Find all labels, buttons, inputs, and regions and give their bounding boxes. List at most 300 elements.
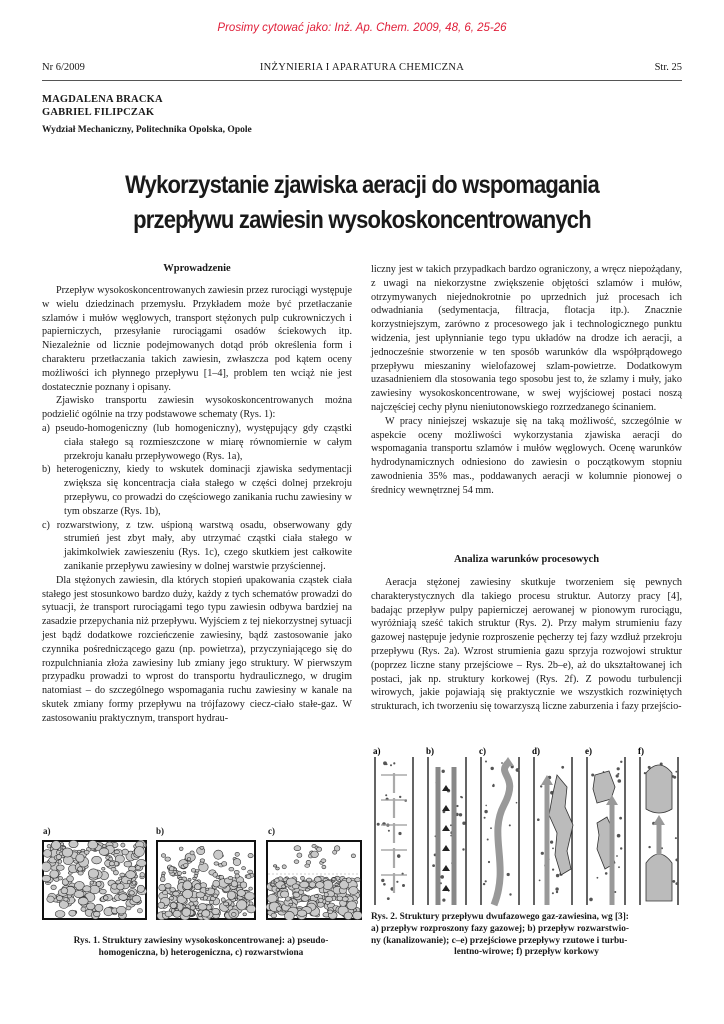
fig1-panel-b xyxy=(156,840,256,920)
paper-title xyxy=(79,168,646,238)
solid-particle xyxy=(76,854,84,862)
particle-dot xyxy=(387,897,390,900)
issue-number: Nr 6/2009 xyxy=(42,62,85,73)
section-heading-analysis: Analiza warunków procesowych xyxy=(453,554,600,565)
solid-particle xyxy=(56,865,64,871)
solid-particle xyxy=(56,855,61,860)
solid-particle xyxy=(42,875,51,882)
particle-dot xyxy=(672,880,675,883)
solid-particle xyxy=(81,907,86,911)
solid-particle xyxy=(99,848,109,855)
right-paragraph-2: W pracy niniejszej wskazuje się na taką możliwość, szczególnie w aspekcie oceny możliwości wykorzystania zjawiska aeracji do wspomagania transportu szlamów i mułów węglowych. Ocenę warunków hydrodynamicznych odniesiono do zawiesin o początkowym stopniu zawodnienia 35% mas., poddawanych aeracji w kolumnie pionowej o średnicy wewnętrznej 54 mm. xyxy=(371,415,682,496)
solid-particle xyxy=(213,880,220,887)
fig2-label: d) xyxy=(532,746,541,756)
solid-particle xyxy=(137,885,144,892)
solid-particle xyxy=(179,877,182,879)
flow-arrow-head xyxy=(541,775,553,785)
solid-particle xyxy=(299,890,304,895)
solid-particle xyxy=(240,882,247,888)
solid-particle xyxy=(194,884,201,890)
title-line-2: przepływu zawiesin wysokoskoncentrowanych xyxy=(133,206,591,234)
fig1-caption-line-1: Rys. 1. Struktury zawiesiny wysokoskoncentrowanej: a) pseudo- xyxy=(73,936,329,946)
solid-particle xyxy=(78,871,83,875)
solid-particle xyxy=(337,896,343,901)
flow-arrow-head xyxy=(442,825,450,831)
solid-particle xyxy=(247,874,251,878)
solid-particle xyxy=(83,886,91,892)
solid-particle xyxy=(51,885,56,890)
solid-particle xyxy=(195,870,199,873)
particle-dot xyxy=(459,813,462,816)
solid-particle xyxy=(96,881,101,886)
solid-particle xyxy=(126,906,131,910)
solid-particle xyxy=(202,910,210,917)
solid-particle xyxy=(87,903,95,910)
solid-particle xyxy=(237,900,247,910)
particle-dot xyxy=(509,824,511,826)
solid-particle xyxy=(282,865,286,869)
particle-dot xyxy=(398,832,401,835)
solid-particle xyxy=(249,902,253,905)
particle-dot xyxy=(488,861,490,863)
particle-dot xyxy=(675,771,677,773)
fig1-pseudo-homogeneous-drawing xyxy=(42,840,147,920)
fig2-label: c) xyxy=(479,746,486,756)
solid-particle xyxy=(311,851,319,858)
solid-particle xyxy=(238,885,241,888)
fig2-caption-line-4: lentno-wirowe; f) przepływ korkowy xyxy=(454,947,599,958)
solid-particle xyxy=(104,896,109,900)
solid-particle xyxy=(234,870,239,874)
solid-particle xyxy=(165,857,171,861)
solid-particle xyxy=(289,903,293,906)
solid-particle xyxy=(173,910,181,917)
solid-particle xyxy=(119,894,128,901)
solid-particle xyxy=(56,896,62,901)
solid-particle xyxy=(69,910,76,916)
solid-particle xyxy=(182,908,191,916)
solid-particle xyxy=(165,884,171,889)
solid-particle xyxy=(316,882,325,889)
particle-dot xyxy=(501,762,503,764)
solid-particle xyxy=(307,878,312,882)
particle-dot xyxy=(491,767,494,770)
solid-particle xyxy=(243,913,247,916)
solid-particle xyxy=(88,840,98,849)
particle-dot xyxy=(555,887,558,890)
particle-dot xyxy=(556,874,559,877)
solid-particle xyxy=(222,862,227,867)
solid-particle xyxy=(351,854,355,858)
gas-plug xyxy=(646,765,672,813)
right-column-text-bottom xyxy=(371,576,682,714)
particle-dot xyxy=(509,893,511,895)
solid-particle xyxy=(282,885,286,888)
solid-particle xyxy=(169,867,174,871)
particle-dot xyxy=(618,866,620,868)
solid-particle xyxy=(214,850,223,859)
particle-dot xyxy=(462,822,465,825)
solid-particle xyxy=(346,878,351,883)
solid-particle xyxy=(198,904,207,911)
solid-particle xyxy=(199,914,202,917)
particle-dot xyxy=(648,846,650,848)
solid-particle xyxy=(162,872,165,875)
solid-particle xyxy=(301,876,305,880)
solid-particle xyxy=(109,862,114,866)
solid-particle xyxy=(321,859,326,863)
solid-particle xyxy=(61,888,68,894)
solid-particle xyxy=(189,902,194,906)
gas-stream xyxy=(494,763,510,905)
particle-dot xyxy=(591,774,594,777)
solid-particle xyxy=(271,881,274,883)
flow-arrow-head xyxy=(442,865,450,871)
solid-particle xyxy=(325,896,333,901)
particle-dot xyxy=(540,785,542,787)
solid-particle xyxy=(285,911,295,920)
solid-particle xyxy=(333,850,337,854)
solid-particle xyxy=(277,907,282,912)
solid-particle xyxy=(124,861,132,867)
solid-particle xyxy=(43,850,51,858)
solid-particle xyxy=(233,859,241,866)
solid-particle xyxy=(194,874,198,877)
solid-particle xyxy=(170,903,177,909)
solid-particle xyxy=(292,884,299,889)
solid-particle xyxy=(224,902,229,906)
flow-arrow-head xyxy=(442,885,450,891)
author-1: MAGDALENA BRACKA xyxy=(42,94,163,105)
solid-particle xyxy=(111,867,116,871)
particle-dot xyxy=(381,879,384,882)
left-column-text xyxy=(42,284,352,726)
particle-dot xyxy=(461,796,463,798)
fig1-label-b: b) xyxy=(156,826,165,836)
fig1-heterogeneous-drawing xyxy=(156,840,256,920)
particle-dot xyxy=(616,855,618,857)
solid-particle xyxy=(50,870,59,878)
solid-particle xyxy=(214,862,219,865)
particle-dot xyxy=(552,892,554,894)
particle-dot xyxy=(605,872,608,875)
right-column-text-top xyxy=(371,263,682,498)
particle-dot xyxy=(550,841,553,844)
particle-dot xyxy=(619,817,622,820)
solid-particle xyxy=(209,900,213,904)
solid-particle xyxy=(235,852,239,856)
solid-particle xyxy=(140,873,145,877)
solid-particle xyxy=(58,877,62,880)
solid-particle xyxy=(103,845,107,848)
solid-particle xyxy=(335,883,338,886)
solid-particle xyxy=(294,860,299,864)
particle-dot xyxy=(484,817,486,819)
particle-dot xyxy=(442,770,445,773)
flow-arrow-head xyxy=(442,845,450,851)
particle-dot xyxy=(440,875,444,879)
particle-dot xyxy=(383,883,386,886)
particle-dot xyxy=(541,852,544,855)
list-item-c: c) rozwarstwiony, z tzw. uśpioną warstwą osadu, obserwowany gdy strumień jest zbyt mały, aby utrzymać cząstki ciała stałego w jakimkolwiek zawieszeniu (Rys. 1c), czego skutkiem jest całkowite zanikanie przepływu zawiesiny w dolnej warstwie przyściennej. xyxy=(42,519,352,572)
solid-particle xyxy=(121,843,125,847)
solid-particle xyxy=(69,840,78,847)
solid-particle xyxy=(273,865,276,867)
particle-dot xyxy=(516,768,520,772)
solid-particle xyxy=(249,887,253,890)
solid-particle xyxy=(349,887,358,895)
fig2-label: a) xyxy=(373,746,381,756)
solid-particle xyxy=(200,846,204,849)
solid-particle xyxy=(276,889,279,892)
solid-particle xyxy=(322,865,326,869)
particle-dot xyxy=(483,883,485,885)
solid-particle xyxy=(163,891,168,895)
solid-particle xyxy=(114,850,119,854)
solid-particle xyxy=(301,895,309,901)
solid-particle xyxy=(119,877,122,879)
solid-particle xyxy=(294,846,301,851)
particle-dot xyxy=(537,818,540,821)
fig1-stratified-drawing xyxy=(266,840,362,920)
flow-arrow-head xyxy=(442,805,450,811)
particle-dot xyxy=(620,847,622,849)
right-paragraph-3: Aeracja stężonej zawiesiny skutkuje tworzeniem się pewnych charakterystycznych dla takiego procesu struktur. Autorzy pracy [4], badając przepływ pulpy papierniczej aerowanej w pionowym rurociągu, wyróżniają sześć takich struktur (Rys. 2). Przy małym strumieniu fazy gazowej następuje jedynie rozproszenie pęcherzy tej fazy wzdłuż przekroju przepływu (Rys. 2a). Wzrost strumienia gazu sprzyja rozwojowi struktur (poprzez liczne stany przejściowe – Rys. 2b–e), aż do ukształtowanej ich postaci, jak np. struktury korkowej (Rys. 2f). Z powodu turbulencji wirowych, jakie pojawiają się praktycznie we wszystkich rozwiniętych strukturach, ich tworzeniu się towarzyszą liczne zaburzenia i fazy przejścio- xyxy=(371,577,682,713)
particle-dot xyxy=(617,834,621,838)
particle-dot xyxy=(484,810,487,813)
solid-particle xyxy=(117,906,127,914)
solid-particle xyxy=(129,891,134,895)
header-rule xyxy=(42,80,682,81)
solid-particle xyxy=(213,894,217,898)
solid-particle xyxy=(324,892,328,896)
solid-particle xyxy=(78,867,83,872)
solid-particle xyxy=(127,880,131,884)
particle-dot xyxy=(402,884,405,887)
solid-particle xyxy=(170,888,176,892)
solid-particle xyxy=(59,901,68,909)
solid-particle xyxy=(328,910,333,914)
solid-particle xyxy=(231,881,237,887)
fig1-caption-line-2: homogeniczna, b) heterogeniczna, c) rozwarstwiona xyxy=(98,947,304,958)
solid-particle xyxy=(232,912,237,916)
solid-particle xyxy=(332,878,335,881)
particle-dot xyxy=(614,891,616,893)
fig2-caption xyxy=(371,912,682,959)
solid-particle xyxy=(200,859,205,862)
solid-particle xyxy=(114,862,118,866)
solid-particle xyxy=(88,869,98,878)
solid-particle xyxy=(237,890,245,897)
solid-particle xyxy=(117,884,124,890)
solid-particle xyxy=(221,898,225,902)
author-2: GABRIEL FILIPCZAK xyxy=(42,107,155,118)
solid-particle xyxy=(177,871,181,875)
solid-particle xyxy=(137,909,142,913)
fig1-caption xyxy=(42,936,360,960)
intro-paragraph-2: Zjawisko transportu zawiesin wysokoskoncentrowanych można podzielić ogólnie na trzy podstawowe schematy (Rys. 1): xyxy=(42,395,352,421)
solid-particle xyxy=(132,881,136,884)
fig2-label: f) xyxy=(638,746,644,756)
solid-particle xyxy=(317,902,324,907)
particle-dot xyxy=(597,877,599,879)
solid-particle xyxy=(158,902,165,908)
particle-dot xyxy=(620,761,622,763)
particle-dot xyxy=(617,767,620,770)
solid-particle xyxy=(90,881,93,884)
fig2-caption-line-2: a) przepływ rozproszony fazy gazowej; b) przepływ rozwarstwio- xyxy=(371,923,629,934)
particle-dot xyxy=(393,762,395,764)
solid-particle xyxy=(64,897,68,901)
solid-particle xyxy=(179,847,183,851)
particle-dot xyxy=(388,830,390,832)
solid-particle xyxy=(169,896,173,900)
particle-dot xyxy=(462,848,464,850)
solid-particle xyxy=(62,848,72,857)
solid-particle xyxy=(67,876,74,882)
solid-particle xyxy=(229,867,234,871)
flow-arrow-head xyxy=(502,757,514,766)
solid-particle xyxy=(355,878,361,882)
solid-particle xyxy=(235,874,239,878)
solid-particle xyxy=(245,892,255,900)
solid-particle xyxy=(353,911,362,919)
particle-dot xyxy=(675,882,678,885)
solid-particle xyxy=(280,891,288,898)
particle-dot xyxy=(397,855,400,858)
solid-particle xyxy=(136,866,141,870)
particle-dot xyxy=(485,761,487,763)
particle-dot xyxy=(561,766,564,769)
particle-dot xyxy=(456,805,458,807)
flow-arrow-head xyxy=(653,815,665,825)
particle-dot xyxy=(539,880,541,882)
solid-particle xyxy=(300,881,309,888)
solid-particle xyxy=(267,894,277,903)
solid-particle xyxy=(305,864,310,867)
solid-particle xyxy=(206,888,209,890)
gas-plug xyxy=(646,854,672,901)
fig2-drawing xyxy=(369,745,683,909)
solid-particle xyxy=(42,862,51,872)
solid-particle xyxy=(297,853,302,858)
right-paragraph-1: liczny jest w takich przypadkach bardzo ograniczony, a wręcz niepożądany, z uwagi na niekorzystne zwiększenie objętości szlamów i mułów, otrzymywanych niejednokrotnie po uprzednich już procesach ich odwadniania (sedymentacja, filtracja, flotacja itp.). Znacznie korzystniejszym, zarówno z procesowego jak i technologicznego punktu widzenia, jest upłynnianie tego typu układów na drodze ich aeracji, a jednocześnie stworzenie w ten sposób warunków dla współprądowego przepływu mieszaniny wielofazowej szlam-powietrze. Dodatkowym uzasadnieniem dla stosowania tego sposobu jest to, że szlamy i muły, jako zawiesiny wysokoskoncentrowane, w swej wyjściowej postaci noszą najczęściej cechy płynu nieniutonowskiego rozrzedzanego ścinaniem. xyxy=(371,264,682,413)
solid-particle xyxy=(93,911,100,916)
list-item-a: a) pseudo-homogeniczny (lub homogeniczny), występujący gdy cząstki ciała stałego są rozmieszczone w miarę równomiernie w całym przekroju kanału przepływowego (Rys. 1a), xyxy=(42,422,352,462)
particle-dot xyxy=(432,864,435,867)
solid-particle xyxy=(344,912,352,920)
page-number: Str. 25 xyxy=(654,62,682,73)
solid-particle xyxy=(247,905,256,913)
fig1-label-a: a) xyxy=(43,826,51,836)
particle-dot xyxy=(442,899,445,902)
list-item-b: b) heterogeniczny, kiedy to wskutek dominacji zjawiska sedymentacji zwiększa się koncentracja ciała stałego w części dolnej przekroju przepływu, co prowadzi do częściowego zanikania ruchu zawiesiny w tym obszarze (Rys. 1b), xyxy=(42,464,352,517)
particle-dot xyxy=(390,764,392,766)
particle-dot xyxy=(556,891,558,893)
gas-slug xyxy=(549,775,573,875)
fig2-caption-line-1: Rys. 2. Struktury przepływu dwufazowego gaz-zawiesina, wg [3]: xyxy=(371,912,629,922)
solid-particle xyxy=(183,881,192,890)
particle-dot xyxy=(516,802,518,804)
solid-particle xyxy=(55,911,65,918)
particle-dot xyxy=(552,848,554,850)
fig1-panel-c xyxy=(266,840,362,920)
particle-dot xyxy=(507,873,510,876)
fig2-label: e) xyxy=(585,746,592,756)
title-line-1: Wykorzystanie zjawiska aeracji do wspomagania xyxy=(125,171,599,199)
citation-line: Prosimy cytować jako: Inż. Ap. Chem. 2009, 48, 6, 25-26 xyxy=(217,22,507,34)
particle-dot xyxy=(396,881,398,883)
solid-particle xyxy=(78,897,88,905)
solid-particle xyxy=(132,895,141,902)
particle-dot xyxy=(492,785,495,788)
particle-dot xyxy=(485,805,487,807)
particle-dot xyxy=(487,839,489,841)
solid-particle xyxy=(120,873,125,877)
solid-particle xyxy=(195,906,198,909)
solid-particle xyxy=(187,858,191,861)
fig2-caption-line-3: ny (kanalizowanie); c–e) przejściowe przepływy rzutowe i turbu- xyxy=(371,935,628,946)
solid-particle xyxy=(276,867,280,870)
solid-particle xyxy=(134,847,144,857)
fig1-panel-a xyxy=(42,840,147,920)
solid-particle xyxy=(161,854,165,858)
section-heading-introduction: Wprowadzenie xyxy=(163,263,231,274)
solid-particle xyxy=(342,897,348,902)
solid-particle xyxy=(271,913,277,918)
particle-dot xyxy=(552,869,554,871)
solid-particle xyxy=(51,841,60,850)
solid-particle xyxy=(47,896,54,902)
fig2-label: b) xyxy=(426,746,435,756)
solid-particle xyxy=(227,891,235,899)
solid-particle xyxy=(297,910,306,917)
particle-dot xyxy=(673,776,676,779)
solid-particle xyxy=(84,850,89,854)
solid-particle xyxy=(317,847,322,851)
solid-particle xyxy=(347,901,357,910)
solid-particle xyxy=(242,867,246,870)
solid-particle xyxy=(95,904,103,911)
solid-particle xyxy=(160,877,165,882)
solid-particle xyxy=(47,844,51,848)
particle-dot xyxy=(675,859,678,862)
solid-particle xyxy=(184,864,188,868)
particle-dot xyxy=(386,763,388,765)
solid-particle xyxy=(183,889,193,898)
particle-dot xyxy=(589,898,593,902)
solid-particle xyxy=(315,895,319,898)
particle-dot xyxy=(377,823,380,826)
solid-particle xyxy=(109,857,113,861)
solid-particle xyxy=(196,892,204,898)
particle-dot xyxy=(616,774,619,777)
particle-dot xyxy=(675,837,677,839)
solid-particle xyxy=(309,882,316,888)
solid-particle xyxy=(305,888,309,891)
flow-arrow-head xyxy=(442,785,450,791)
solid-particle xyxy=(122,849,129,855)
affiliation: Wydział Mechaniczny, Politechnika Opolska, Opole xyxy=(42,125,252,135)
solid-particle xyxy=(190,851,194,855)
solid-particle xyxy=(248,853,253,857)
solid-particle xyxy=(216,876,219,879)
particle-dot xyxy=(618,779,622,783)
solid-particle xyxy=(275,878,279,882)
particle-dot xyxy=(490,827,492,829)
journal-name: INŻYNIERIA I APARATURA CHEMICZNA xyxy=(259,62,465,73)
solid-particle xyxy=(126,871,136,879)
